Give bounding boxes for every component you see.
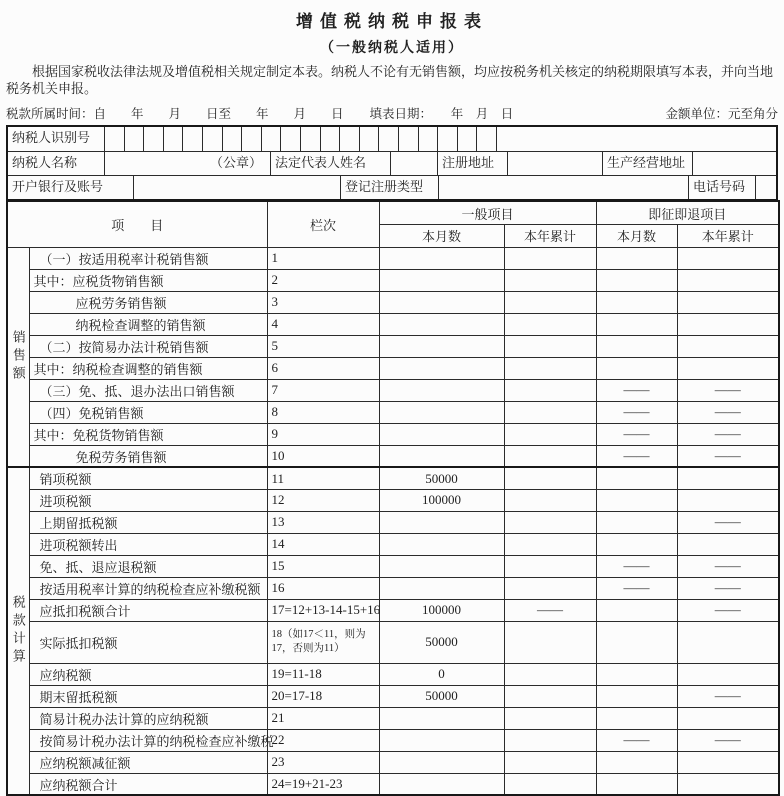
table-row <box>7 621 779 663</box>
taxpayer-id-box[interactable] <box>301 127 321 151</box>
row-no: 23 <box>267 751 379 773</box>
row-item: 按适用税率计算的纳税检查应补缴税额 <box>29 577 267 599</box>
cell-refund-ytd[interactable] <box>677 663 779 685</box>
cell-general-ytd: —— <box>504 599 596 621</box>
taxpayer-id-boxes <box>104 127 776 151</box>
table-row <box>7 357 779 379</box>
cell-general-month[interactable] <box>379 335 504 357</box>
taxpayer-id-box[interactable] <box>223 127 243 151</box>
row-item: 其中：应税货物销售额 <box>29 269 267 291</box>
cell-refund-month[interactable] <box>596 773 677 795</box>
declaration-table <box>6 200 780 796</box>
cell-general-ytd[interactable] <box>504 291 596 313</box>
taxpayer-id-box[interactable] <box>419 127 439 151</box>
taxpayer-id-row <box>8 127 776 151</box>
cell-general-month[interactable]: 50000 <box>379 467 504 489</box>
table-row <box>7 467 779 489</box>
table-row <box>7 247 779 269</box>
tax-period-label: 税款所属时间：自 年 月 日至 年 月 日 <box>6 107 344 122</box>
table-row <box>7 379 779 401</box>
cell-refund-month[interactable] <box>596 533 677 555</box>
taxpayer-id-box[interactable] <box>340 127 360 151</box>
taxpayer-id-box[interactable] <box>281 127 301 151</box>
section-label-sales: 销售额 <box>7 247 29 467</box>
cell-general-ytd[interactable] <box>504 445 596 467</box>
cell-refund-ytd[interactable] <box>677 467 779 489</box>
row-no: 1 <box>267 247 379 269</box>
table-row <box>7 401 779 423</box>
row-no: 5 <box>267 335 379 357</box>
row-no: 19=11-18 <box>267 663 379 685</box>
taxpayer-id-box[interactable] <box>321 127 341 151</box>
cell-general-ytd[interactable] <box>504 423 596 445</box>
cell-general-month[interactable]: 50000 <box>379 621 504 663</box>
cell-general-ytd[interactable] <box>504 489 596 511</box>
cell-general-month[interactable] <box>379 555 504 577</box>
cell-general-month[interactable]: 100000 <box>379 489 504 511</box>
table-row <box>7 555 779 577</box>
legal-rep-label: 法定代表人姓名 <box>270 152 390 175</box>
taxpayer-id-box[interactable] <box>458 127 478 151</box>
cell-general-ytd[interactable] <box>504 621 596 663</box>
cell-refund-month[interactable] <box>596 599 677 621</box>
row-no: 3 <box>267 291 379 313</box>
cell-refund-month: —— <box>596 555 677 577</box>
row-item: 纳税检查调整的销售额 <box>29 313 267 335</box>
cell-general-month[interactable]: 50000 <box>379 685 504 707</box>
business-address-label: 生产经营地址 <box>602 152 692 175</box>
cell-general-month[interactable] <box>379 707 504 729</box>
row-item: 免税劳务销售额 <box>29 445 267 467</box>
cell-refund-month[interactable] <box>596 707 677 729</box>
cell-refund-month[interactable] <box>596 489 677 511</box>
header-row-1 <box>7 201 779 224</box>
cell-refund-ytd: —— <box>677 729 779 751</box>
reg-type-value[interactable] <box>438 176 688 199</box>
section-label-tax-calc: 税款计算 <box>7 467 29 795</box>
row-no: 10 <box>267 445 379 467</box>
cell-refund-month: —— <box>596 379 677 401</box>
cell-general-month[interactable] <box>379 313 504 335</box>
cell-refund-ytd[interactable] <box>677 335 779 357</box>
row-no: 15 <box>267 555 379 577</box>
row-no: 9 <box>267 423 379 445</box>
bank-row <box>8 175 776 199</box>
cell-refund-month[interactable] <box>596 357 677 379</box>
row-item: 按简易计税办法计算的纳税检查应补缴税 <box>29 729 267 751</box>
taxpayer-id-box[interactable] <box>105 127 125 151</box>
table-row <box>7 707 779 729</box>
table-row <box>7 313 779 335</box>
reg-address-value[interactable] <box>507 152 602 175</box>
taxpayer-id-box[interactable] <box>203 127 223 151</box>
cell-general-ytd[interactable] <box>504 729 596 751</box>
table-row <box>7 577 779 599</box>
row-no: 12 <box>267 489 379 511</box>
header-item: 项 目 <box>7 201 267 247</box>
cell-refund-ytd: —— <box>677 379 779 401</box>
row-item: 应纳税额合计 <box>29 773 267 795</box>
amount-unit-label: 金额单位：元至角分 <box>665 107 778 122</box>
table-row <box>7 599 779 621</box>
taxpayer-id-box[interactable] <box>242 127 262 151</box>
cell-general-ytd[interactable] <box>504 577 596 599</box>
table-row <box>7 685 779 707</box>
cell-general-ytd[interactable] <box>504 773 596 795</box>
cell-refund-month: —— <box>596 729 677 751</box>
form-instructions: 根据国家税收法律法规及增值税相关规定制定本表。纳税人不论有无销售额，均应按税务机关核定的纳税期限填写本表，并向当地税务机关申报。 <box>6 64 774 97</box>
cell-refund-ytd[interactable] <box>677 313 779 335</box>
cell-refund-month[interactable] <box>596 247 677 269</box>
cell-refund-month[interactable] <box>596 663 677 685</box>
row-item: 销项税额 <box>29 467 267 489</box>
cell-refund-ytd[interactable] <box>677 489 779 511</box>
row-no: 2 <box>267 269 379 291</box>
cell-refund-month: —— <box>596 577 677 599</box>
row-no: 8 <box>267 401 379 423</box>
row-item: 免、抵、退应退税额 <box>29 555 267 577</box>
phone-value[interactable] <box>755 176 776 199</box>
header-general-ytd: 本年累计 <box>504 224 596 247</box>
header-general-month: 本月数 <box>379 224 504 247</box>
row-no: 17=12+13-14-15+16 <box>267 599 379 621</box>
cell-general-month[interactable] <box>379 401 504 423</box>
header-column-no: 栏次 <box>267 201 379 247</box>
cell-refund-ytd: —— <box>677 445 779 467</box>
taxpayer-id-box[interactable] <box>144 127 164 151</box>
cell-refund-ytd: —— <box>677 423 779 445</box>
row-no: 7 <box>267 379 379 401</box>
cell-general-ytd[interactable] <box>504 685 596 707</box>
form-subtitle: （一般纳税人适用） <box>320 41 464 56</box>
reg-address-label: 注册地址 <box>437 152 507 175</box>
row-item: 实际抵扣税额 <box>29 621 267 663</box>
cell-refund-month[interactable] <box>596 621 677 663</box>
taxpayer-id-box[interactable] <box>379 127 399 151</box>
taxpayer-id-box[interactable] <box>183 127 203 151</box>
cell-general-month[interactable] <box>379 269 504 291</box>
table-row <box>7 291 779 313</box>
row-item: （三）免、抵、退办法出口销售额 <box>29 379 267 401</box>
row-no: 6 <box>267 357 379 379</box>
cell-refund-ytd[interactable] <box>677 773 779 795</box>
cell-general-ytd[interactable] <box>504 751 596 773</box>
cell-refund-month: —— <box>596 423 677 445</box>
cell-general-ytd[interactable] <box>504 357 596 379</box>
cell-refund-month[interactable] <box>596 511 677 533</box>
table-row <box>7 445 779 467</box>
row-item: 应纳税额 <box>29 663 267 685</box>
row-no: 20=17-18 <box>267 685 379 707</box>
table-row <box>7 335 779 357</box>
cell-general-ytd[interactable] <box>504 247 596 269</box>
cell-refund-month[interactable] <box>596 751 677 773</box>
row-no: 24=19+21-23 <box>267 773 379 795</box>
row-item: 其中：免税货物销售额 <box>29 423 267 445</box>
cell-general-month[interactable] <box>379 379 504 401</box>
cell-general-month[interactable] <box>379 729 504 751</box>
row-item: 其中：纳税检查调整的销售额 <box>29 357 267 379</box>
cell-refund-month: —— <box>596 445 677 467</box>
row-no: 21 <box>267 707 379 729</box>
taxpayer-id-box[interactable] <box>438 127 458 151</box>
meta-line <box>6 104 778 122</box>
cell-general-ytd[interactable] <box>504 313 596 335</box>
cell-general-month[interactable] <box>379 751 504 773</box>
row-item: 进项税额转出 <box>29 533 267 555</box>
bank-value[interactable] <box>133 176 340 199</box>
table-row <box>7 663 779 685</box>
row-item: 应税劳务销售额 <box>29 291 267 313</box>
cell-refund-ytd: —— <box>677 599 779 621</box>
row-no: 22 <box>267 729 379 751</box>
cell-refund-ytd: —— <box>677 685 779 707</box>
form-title: 增值税纳税申报表 <box>296 12 488 31</box>
form-page <box>6 0 778 796</box>
cell-refund-ytd[interactable] <box>677 269 779 291</box>
cell-refund-ytd: —— <box>677 577 779 599</box>
cell-general-month[interactable] <box>379 423 504 445</box>
row-no: 4 <box>267 313 379 335</box>
legal-rep-value[interactable] <box>390 152 437 175</box>
cell-refund-ytd[interactable] <box>677 357 779 379</box>
cell-general-ytd[interactable] <box>504 533 596 555</box>
row-item: 进项税额 <box>29 489 267 511</box>
cell-general-month[interactable] <box>379 511 504 533</box>
bank-label: 开户银行及账号 <box>12 179 104 195</box>
row-no: 11 <box>267 467 379 489</box>
taxpayer-info-block <box>6 125 778 201</box>
header-general-items: 一般项目 <box>379 201 596 224</box>
cell-refund-ytd: —— <box>677 401 779 423</box>
taxpayer-name-label: 纳税人名称 <box>12 155 78 171</box>
cell-general-month[interactable] <box>379 577 504 599</box>
cell-general-month[interactable] <box>379 773 504 795</box>
taxpayer-id-label: 纳税人识别号 <box>12 130 91 146</box>
cell-refund-month[interactable] <box>596 291 677 313</box>
row-item: 应纳税额减征额 <box>29 751 267 773</box>
taxpayer-id-box[interactable] <box>125 127 145 151</box>
cell-refund-month[interactable] <box>596 335 677 357</box>
cell-refund-ytd[interactable] <box>677 533 779 555</box>
cell-general-ytd[interactable] <box>504 379 596 401</box>
business-address-value[interactable] <box>692 152 776 175</box>
header-refund-ytd: 本年累计 <box>677 224 779 247</box>
taxpayer-id-box[interactable] <box>399 127 419 151</box>
cell-general-ytd[interactable] <box>504 269 596 291</box>
row-item: （二）按简易办法计税销售额 <box>29 335 267 357</box>
cell-refund-ytd[interactable] <box>677 291 779 313</box>
cell-refund-month: —— <box>596 401 677 423</box>
cell-refund-ytd[interactable] <box>677 247 779 269</box>
cell-refund-month[interactable] <box>596 269 677 291</box>
taxpayer-id-box[interactable] <box>262 127 282 151</box>
taxpayer-id-box[interactable] <box>477 127 497 151</box>
cell-refund-ytd: —— <box>677 555 779 577</box>
table-row <box>7 423 779 445</box>
cell-general-ytd[interactable] <box>504 511 596 533</box>
cell-general-ytd[interactable] <box>504 555 596 577</box>
cell-refund-ytd[interactable] <box>677 621 779 663</box>
cell-refund-month[interactable] <box>596 313 677 335</box>
cell-general-ytd[interactable] <box>504 467 596 489</box>
cell-general-ytd[interactable] <box>504 663 596 685</box>
cell-general-month[interactable]: 0 <box>379 663 504 685</box>
cell-general-month[interactable]: 100000 <box>379 599 504 621</box>
row-item: 简易计税办法计算的应纳税额 <box>29 707 267 729</box>
cell-refund-month[interactable] <box>596 685 677 707</box>
cell-general-ytd[interactable] <box>504 335 596 357</box>
taxpayer-name-row <box>8 151 776 175</box>
cell-general-month[interactable] <box>379 445 504 467</box>
cell-refund-month[interactable] <box>596 467 677 489</box>
cell-refund-ytd: —— <box>677 511 779 533</box>
row-no: 18（如17＜11，则为17，否则为11） <box>267 621 379 663</box>
cell-general-month[interactable] <box>379 247 504 269</box>
row-no: 13 <box>267 511 379 533</box>
table-row <box>7 729 779 751</box>
cell-refund-ytd[interactable] <box>677 707 779 729</box>
cell-general-month[interactable] <box>379 291 504 313</box>
table-row <box>7 533 779 555</box>
row-item: 应抵扣税额合计 <box>29 599 267 621</box>
fill-date-label: 填表日期： 年 月 日 <box>369 107 514 122</box>
table-row <box>7 773 779 795</box>
row-item: （四）免税销售额 <box>29 401 267 423</box>
taxpayer-name-value[interactable]: （公章） <box>104 152 270 175</box>
row-item: （一）按适用税率计税销售额 <box>29 247 267 269</box>
cell-general-month[interactable] <box>379 533 504 555</box>
row-no: 16 <box>267 577 379 599</box>
row-item: 期末留抵税额 <box>29 685 267 707</box>
table-row <box>7 751 779 773</box>
cell-general-ytd[interactable] <box>504 707 596 729</box>
cell-general-ytd[interactable] <box>504 401 596 423</box>
table-row <box>7 489 779 511</box>
row-no: 14 <box>267 533 379 555</box>
table-row <box>7 511 779 533</box>
reg-type-label: 登记注册类型 <box>340 176 438 199</box>
cell-general-month[interactable] <box>379 357 504 379</box>
phone-label: 电话号码 <box>688 176 755 199</box>
header-refund-month: 本月数 <box>596 224 677 247</box>
taxpayer-id-box[interactable] <box>360 127 380 151</box>
table-row <box>7 269 779 291</box>
taxpayer-id-box[interactable] <box>164 127 184 151</box>
row-item: 上期留抵税额 <box>29 511 267 533</box>
header-refund-items: 即征即退项目 <box>596 201 779 224</box>
cell-refund-ytd[interactable] <box>677 751 779 773</box>
